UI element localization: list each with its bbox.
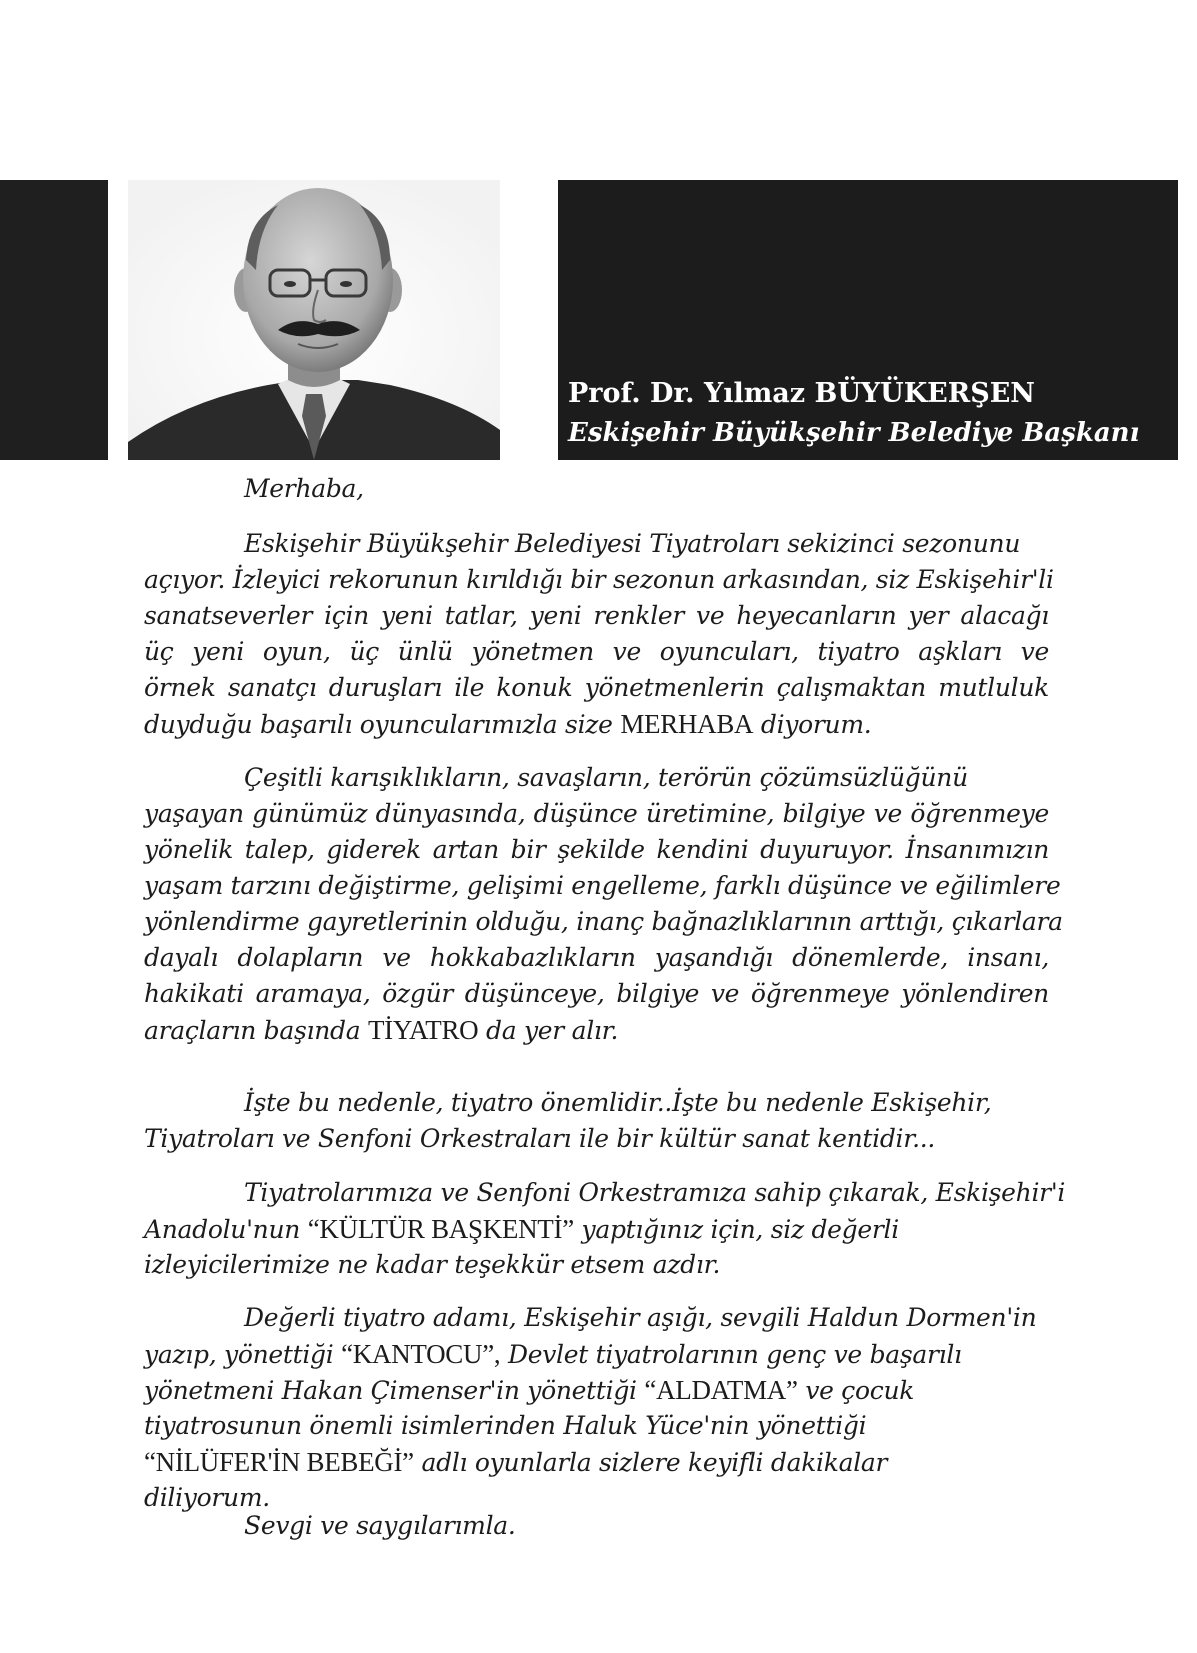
paragraph-text: diyorum. bbox=[760, 710, 872, 739]
speaker-name: Prof. Dr. Yılmaz BÜYÜKERŞEN bbox=[568, 378, 1035, 409]
paragraph-text: yazıp, yönettiği bbox=[144, 1340, 334, 1369]
paragraph-line: İşte bu nedenle, tiyatro önemlidir..İşte bu nedenle Eskişehir, bbox=[244, 1088, 992, 1117]
paragraph-line: izleyicilerimize ne kadar teşekkür etsem azdır. bbox=[144, 1250, 721, 1279]
paragraph-text: duyduğu başarılı oyuncularımızla size bbox=[144, 710, 613, 739]
paragraph-line: hakikati aramaya, özgür düşünceye, bilgiye ve öğrenmeye yönlendiren bbox=[144, 979, 1049, 1008]
paragraph-line: örnek sanatçı duruşları ile konuk yönetmenlerin çalışmaktan mutluluk bbox=[144, 673, 1049, 702]
paragraph-line: Çeşitli karışıklıkların, savaşların, terörün çözümsüzlüğünü bbox=[244, 763, 968, 792]
paragraph-line: diliyorum. bbox=[144, 1483, 270, 1512]
emphasis-kantocu: “KANTOCU”, bbox=[341, 1339, 501, 1369]
emphasis-nilufer-bebegi: “NİLÜFER'İN BEBEĞİ” bbox=[144, 1447, 414, 1477]
paragraph-3 bbox=[144, 1085, 1049, 1157]
left-black-bar bbox=[0, 180, 108, 460]
greeting-block bbox=[144, 471, 1049, 507]
paragraph-line: sanatseverler için yeni tatlar, yeni renkler ve heyecanların yer alacağı bbox=[144, 601, 1049, 630]
paragraph-1 bbox=[144, 526, 1054, 742]
paragraph-line: açıyor. İzleyici rekorunun kırıldığı bir sezonun arkasından, siz Eskişehir'li bbox=[144, 565, 1054, 594]
paragraph-line: üç yeni oyun, üç ünlü yönetmen ve oyuncuları, tiyatro aşkları ve bbox=[144, 637, 1049, 666]
portrait-photo bbox=[128, 180, 500, 460]
paragraph-4 bbox=[144, 1175, 1066, 1283]
paragraph-line: Tiyatroları ve Senfoni Orkestraları ile bir kültür sanat kentidir... bbox=[144, 1124, 936, 1153]
paragraph-line: yaşayan günümüz dünyasında, düşünce üretimine, bilgiye ve öğrenmeye bbox=[144, 799, 1049, 828]
paragraph-line: Eskişehir Büyükşehir Belediyesi Tiyatroları sekizinci sezonunu bbox=[244, 529, 1021, 558]
paragraph-text: adlı oyunlarla sizlere keyifli dakikalar bbox=[421, 1448, 888, 1477]
paragraph-text: yaptığınız için, siz değerli bbox=[581, 1215, 899, 1244]
paragraph-line: Tiyatrolarımıza ve Senfoni Orkestramıza sahip çıkarak, Eskişehir'i bbox=[244, 1178, 1066, 1207]
paragraph-5 bbox=[144, 1300, 1049, 1516]
speaker-title: Eskişehir Büyükşehir Belediye Başkanı bbox=[568, 418, 1140, 448]
paragraph-line: yaşam tarzını değiştirme, gelişimi engelleme, farklı düşünce ve eğilimlere bbox=[144, 871, 1061, 900]
paragraph-line: yönlendirme gayretlerinin olduğu, inanç bağnazlıklarının arttığı, çıkarlara bbox=[144, 907, 1063, 936]
greeting: Merhaba, bbox=[244, 474, 364, 503]
paragraph-line: tiyatrosunun önemli isimlerinden Haluk Yüce'nin yönettiği bbox=[144, 1411, 867, 1440]
paragraph-text: Anadolu'nun bbox=[144, 1215, 301, 1244]
emphasis-kultur-baskenti: “KÜLTÜR BAŞKENTİ” bbox=[307, 1214, 574, 1244]
closing-block bbox=[144, 1508, 1049, 1544]
closing: Sevgi ve saygılarımla. bbox=[244, 1511, 516, 1540]
emphasis-merhaba: MERHABA bbox=[620, 709, 754, 739]
paragraph-line: Değerli tiyatro adamı, Eskişehir aşığı, sevgili Haldun Dormen'in bbox=[244, 1303, 1037, 1332]
emphasis-tiyatro: TİYATRO bbox=[367, 1015, 479, 1045]
paragraph-text: araçların başında bbox=[144, 1016, 361, 1045]
paragraph-line: yönelik talep, giderek artan bir şekilde kendini duyuruyor. İnsanımızın bbox=[144, 835, 1049, 864]
emphasis-aldatma: “ALDATMA” bbox=[644, 1375, 798, 1405]
paragraph-text: Devlet tiyatrolarının genç ve başarılı bbox=[508, 1340, 962, 1369]
paragraph-text: yönetmeni Hakan Çimenser'in yönettiği bbox=[144, 1376, 637, 1405]
paragraph-2 bbox=[144, 760, 1063, 1048]
paragraph-text: ve çocuk bbox=[805, 1376, 915, 1405]
paragraph-line: dayalı dolapların ve hokkabazlıkların yaşandığı dönemlerde, insanı, bbox=[144, 943, 1049, 972]
paragraph-text: da yer alır. bbox=[486, 1016, 619, 1045]
